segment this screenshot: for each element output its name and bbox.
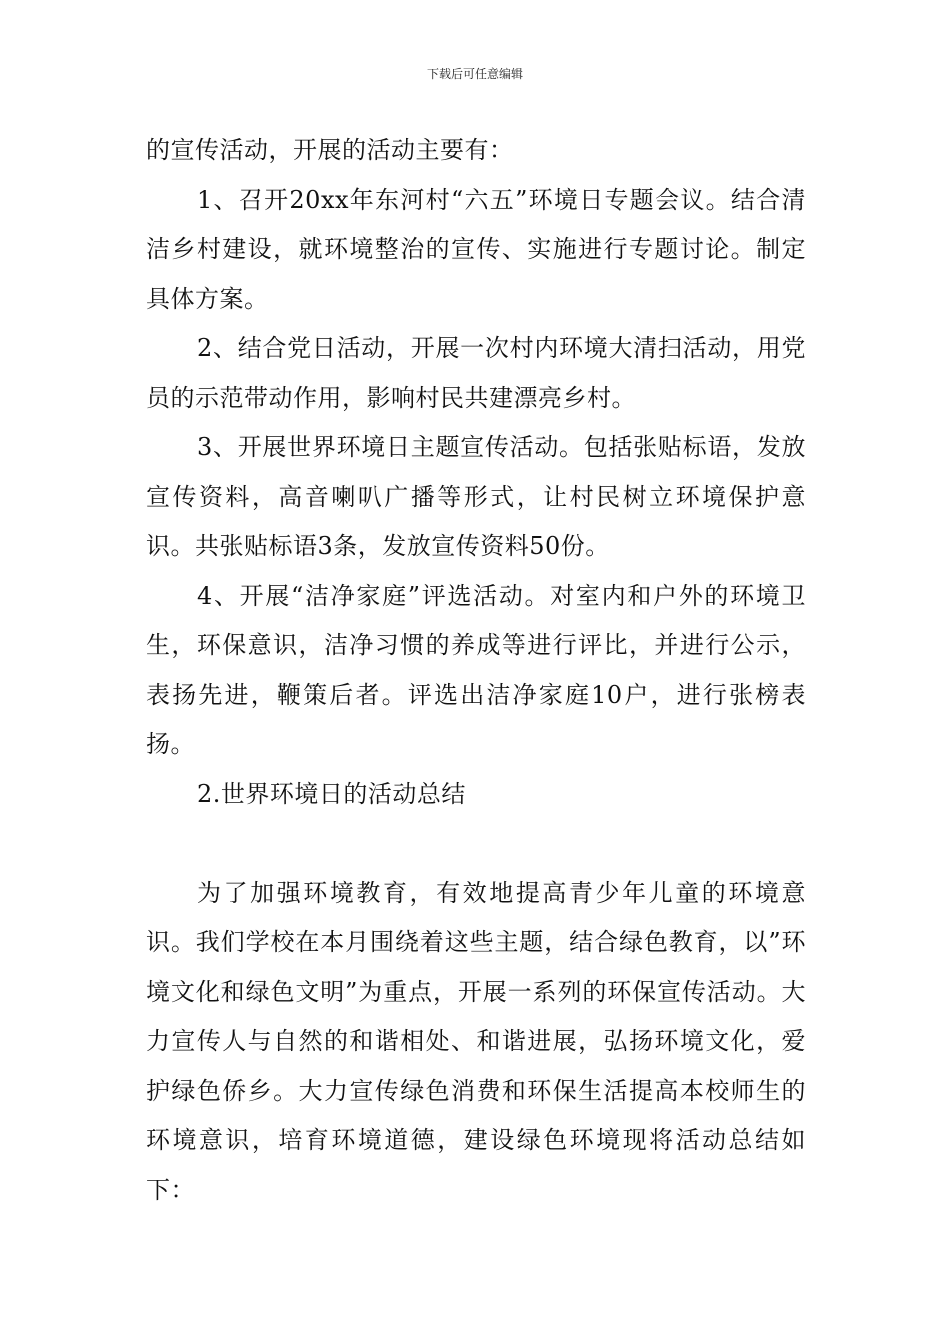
- paragraph-intro-continuation: 的宣传活动，开展的活动主要有：: [146, 136, 514, 164]
- paragraph-item-4: 4、开展“洁净家庭”评选活动。对室内和户外的环境卫生，环保意识，洁净习惯的养成等进行评比，并进行公示，表扬先进，鞭策后者。评选出洁净家庭10户，进行张榜表扬。: [146, 581, 806, 758]
- paragraph-item-2: 2、结合党日活动，开展一次村内环境大清扫活动，用党员的示范带动作用，影响村民共建漂亮乡村。: [146, 334, 806, 412]
- section-heading: 2.世界环境日的活动总结: [197, 779, 466, 808]
- paragraph-item-3: 3、开展世界环境日主题宣传活动。包括张贴标语，发放宣传资料，高音喇叭广播等形式，让村民树立环境保护意识。共张贴标语3条，发放宣传资料50份。: [146, 433, 806, 560]
- paragraph-item-1: 1、召开20xx年东河村“六五”环境日专题会议。结合清洁乡村建设，就环境整治的宣传、实施进行专题讨论。制定具体方案。: [146, 185, 806, 313]
- paragraph-summary: 为了加强环境教育，有效地提高青少年儿童的环境意识。我们学校在本月围绕着这些主题，结合绿色教育，以”环境文化和绿色文明”为重点，开展一系列的环保宣传活动。大力宣传人与自然的和谐相处、和谐进展，弘扬环境文化，爱护绿色侨乡。大力宣传绿色消费和环保生活提高本校师生的环境意识，培育环境道德，建设绿色环境现将活动总结如下：: [146, 878, 806, 1204]
- blank-line: [146, 819, 806, 869]
- page-header-note: 下载后可任意编辑: [426, 67, 523, 81]
- document-body: [146, 126, 806, 1215]
